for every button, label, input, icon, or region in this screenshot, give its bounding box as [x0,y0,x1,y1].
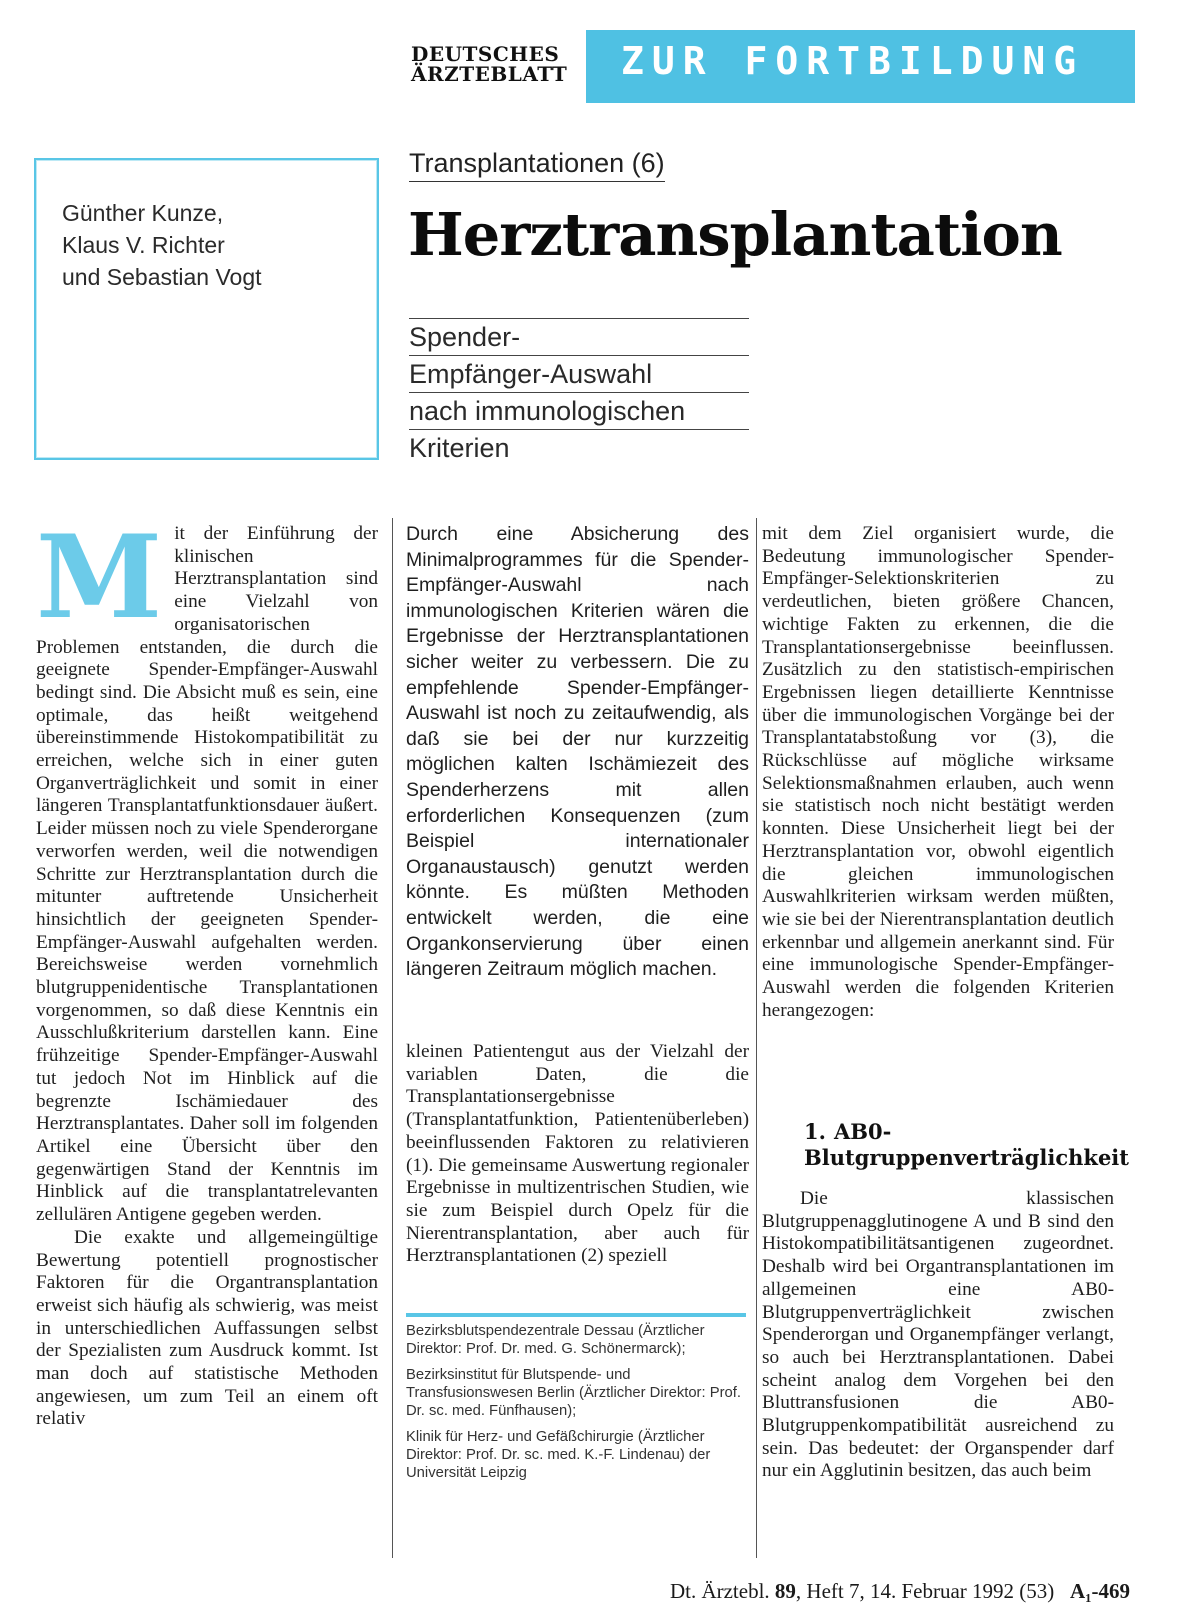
subtitle-line: Empfänger-Auswahl [409,355,749,392]
drop-cap: M [36,510,163,644]
author-box [34,158,379,460]
journal-logo [411,44,576,84]
column-3 [762,523,1114,1022]
body-paragraph: Die klassischen Blutgruppenagglutinogene A und B sind den Histokompatibilitätsantigenen zugeordnet. Deshalb wird bei Organtransplantationen im allgemeinen eine AB0-Blutgruppenverträglichkeit zwischen Spenderorgan und Organempfänger verlangt, so auch bei Herztransplantationen. Dabei scheint analog dem Vorgehen bei den Bluttransfusionen die AB0-Blutgruppenkompatibilität ausreichend zu sein. Das bedeutet: der Organspender darf nur ein Agglutinin besitzen, das auch beim [762,1188,1114,1482]
affiliation: Klinik für Herz- und Gefäßchirurgie (Ärztlicher Direktor: Prof. Dr. sc. med. K.-F. Lindenau) der Universität Leipzig [406,1429,711,1481]
section-label: ZUR FORTBILDUNG [621,39,1085,83]
article-title: Herztransplantation [408,200,1062,269]
intro-text: it der Einführung der klinischen Herztransplantation sind eine Vielzahl von organisatorischen Problemen entstanden, die durch die geeignete Spender-Empfänger-Auswahl bedingt sind. Die Absicht muß es sein, eine optimale, das heißt weitgehend übereinstimmende Histokompatibilität zu erreichen, welche sich in einer guten Organverträglichkeit und somit in einer längeren Transplantatfunktionsdauer äußert. Leider müssen noch zu viele Spenderorgane verworfen werden, weil die notwendigen Schritte zur Herztransplantation durch die mitunter auftretende Unsicherheit hinsichtlich der geeigneten Spender-Empfänger-Auswahl aufgehalten werden. Bereichsweise werden vornehmlich blutgruppenidentische Transplantationen vorgenommen, so daß diese Kenntnis ein Ausschlußkriterium darstellen kann. Eine frühzeitige Spender-Empfänger-Auswahl tut jedoch Not im Hinblick auf die begrenzte Ischämiedauer des Herztransplantates. Daher soll im folgenden Artikel eine Übersicht über den gegenwärtigen Stand der Kenntnis im Hinblick auf die transplantatrelevanten zellulären Antigene gegeben werden. [36,523,378,1226]
volume: 89 [774,1579,796,1603]
subtitle-line: Spender- [409,318,749,355]
affiliations [406,1322,746,1490]
body-paragraph: mit dem Ziel organisiert wurde, die Bedeutung immunologischer Spender-Empfänger-Selektionskriterien zu verdeutlichen, bieten größere Chancen, wichtige Fakten zu erkennen, die die Transplantationsergebnisse beeinflussen. Zusätzlich zu den statistisch-empirischen Ergebnissen liegen detaillierte Kenntnisse über die immunologischen Vorgänge bei der Transplantatabstoßung vor (3), die Rückschlüsse auf mögliche wirksame Selektionsmaßnahmen erlauben, auch wenn sie statistisch noch nicht bestätigt werden konnten. Diese Unsicherheit liegt bei der Herztransplantation vor, obwohl eigentlich die gleichen immunologischen Auswahlkriterien wirksam werden müßten, wie sie bei der Nierentransplantation deutlich erkennbar und allgemein anerkannt sind. Für eine immunologische Spender-Empfänger-Auswahl werden die folgenden Kriterien herangezogen: [762,523,1114,1021]
logo-line-1: DEUTSCHES [411,42,560,66]
section-heading [804,1119,1129,1171]
column-2 [406,1041,749,1268]
subtitle-line: Kriterien [409,429,749,466]
intro-paragraph [36,510,378,1227]
article-subtitle [409,318,749,466]
affiliation: Bezirksblutspendezentrale Dessau (Ärztlicher Direktor: Prof. Dr. med. G. Schönermarck); [406,1323,705,1357]
issue-date: , Heft 7, 14. Februar 1992 (53) [795,1579,1055,1603]
highlight-box [406,522,749,983]
column-divider [756,518,757,1558]
highlight-text: Durch eine Absicherung des Minimalprogrammes für die Spender-Empfänger-Auswahl nach immunologischen Kriterien wären die Ergebnisse der Herztransplantationen sicher weiter zu verbessern. Die zu empfehlende Spender-Empfänger-Auswahl ist noch zu zeitaufwendig, als daß sie bei der nur kurzzeitig möglichen kalten Ischämiezeit des Spenderherzens mit allen erforderlichen Konsequenzen (zum Beispiel internationaler Organaustausch) genutzt werden könnte. Es müßten Methoden entwickelt werden, die eine Organkonservierung über einen längeren Zeitraum möglich machen. [406,523,749,981]
body-paragraph: Die exakte und allgemeingültige Bewertung potentiell prognostischer Faktoren für die Organtransplantation erweist sich häufig als schwierig, was meist in unterschiedlichen Auffassungen selbst der Spezialisten zum Ausdruck kommt. Ist man doch auf statistische Methoden angewiesen, um zum Teil an einem oft relativ [36,1226,378,1430]
column-divider [392,518,393,1558]
heading-number: 1. [804,1119,826,1144]
footnote-divider [406,1313,746,1317]
affiliation: Bezirksinstitut für Blutspende- und Transfusionswesen Berlin (Ärztlicher Direktor: Prof. Dr. sc. med. Fünfhausen); [406,1367,741,1419]
journal-abbrev: Dt. Ärztebl. [669,1579,770,1603]
author-1: Günther Kunze, [62,200,224,226]
heading-text: AB0-Blutgruppenverträglichkeit [804,1119,1129,1170]
column-1 [36,510,378,1431]
author-2: Klaus V. Richter [62,232,225,258]
page-number: A₁-469 [1070,1579,1130,1603]
body-paragraph: kleinen Patientengut aus der Vielzahl der variablen Daten, die die Transplantationsergebnisse (Transplantatfunktion, Patientenüberleben) beeinflussenden Faktoren zu relativieren (1). Die gemeinsame Auswertung regionaler Ergebnisse in multizentrischen Studien, wie sie zum Beispiel durch Opelz für die Nierentransplantation, aber auch für Herztransplantationen (2) speziell [406,1041,749,1267]
column-3-section [762,1188,1114,1483]
section-banner [586,30,1135,103]
page-footer [620,1579,1130,1604]
subtitle-line: nach immunologischen [409,392,749,429]
series-title: Transplantationen (6) [409,148,665,182]
logo-line-2: ÄRZTEBLATT [411,62,568,86]
author-3: und Sebastian Vogt [62,264,262,290]
